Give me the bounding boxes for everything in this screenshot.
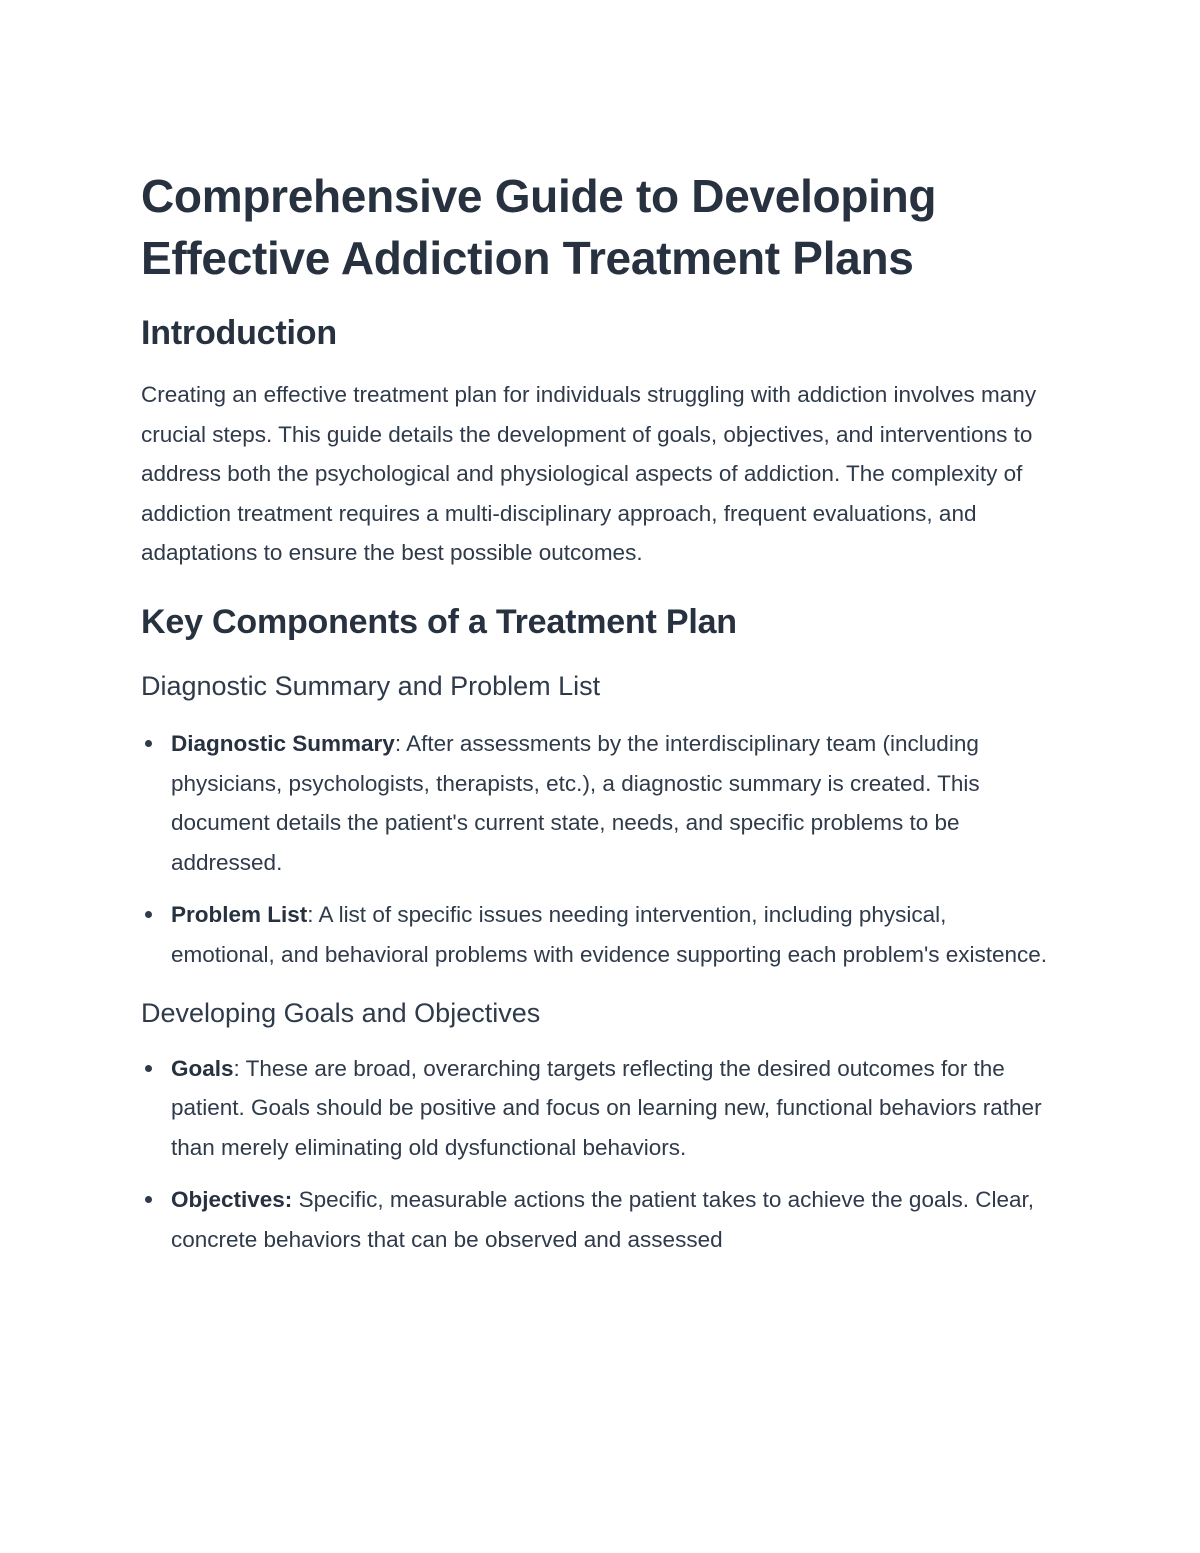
goals-bullet-list <box>141 1049 1056 1260</box>
list-item <box>141 724 1056 882</box>
goals-section-subheading: Developing Goals and Objectives <box>141 997 541 1028</box>
key-components-heading: Key Components of a Treatment Plan <box>141 602 737 641</box>
list-item-separator: : <box>233 1055 246 1081</box>
list-item-term: Problem List <box>171 902 308 928</box>
diagnostic-bullet-list <box>141 724 1056 975</box>
introduction-heading: Introduction <box>141 314 337 352</box>
introduction-paragraph: Creating an effective treatment plan for individuals struggling with addiction involves many crucial steps. This guide details the development of goals, objectives, and interventions to address both the psychological and physiological aspects of addiction. The complexity of addiction treatment requires a multi-disciplinary approach, frequent evaluations, and adaptations to ensure the best possible outcomes. <box>141 382 1037 566</box>
list-item-text: After assessments by the interdisciplinary team (including physicians, psychologists, therapists, etc.), a diagnostic summary is created. This document details the patient's current state, needs, and specific problems to be addressed. <box>171 730 980 875</box>
document-page <box>141 165 1056 1260</box>
list-item-separator: : <box>307 902 319 928</box>
list-item-text: A list of specific issues needing intervention, including physical, emotional, and behavioral problems with evidence supporting each problem's existence. <box>171 902 1048 967</box>
list-item <box>141 895 1056 974</box>
list-item-separator: : <box>394 730 407 756</box>
list-item <box>141 1180 1056 1259</box>
list-item <box>141 1049 1056 1168</box>
list-item-text: Specific, measurable actions the patient takes to achieve the goals. Clear, concrete behaviors that can be observed and assessed <box>171 1187 1035 1252</box>
list-item-text: These are broad, overarching targets reflecting the desired outcomes for the patient. Goals should be positive and focus on learning new, functional behaviors rather than merely eliminating old dysfunctional behaviors. <box>171 1055 1042 1160</box>
diagnostic-section-subheading: Diagnostic Summary and Problem List <box>141 670 601 701</box>
list-item-term: Objectives: <box>171 1187 293 1213</box>
list-item-term: Diagnostic Summary <box>171 730 395 756</box>
list-item-term: Goals <box>171 1055 234 1081</box>
document-title: Comprehensive Guide to Developing Effective Addiction Treatment Plans <box>141 170 937 284</box>
